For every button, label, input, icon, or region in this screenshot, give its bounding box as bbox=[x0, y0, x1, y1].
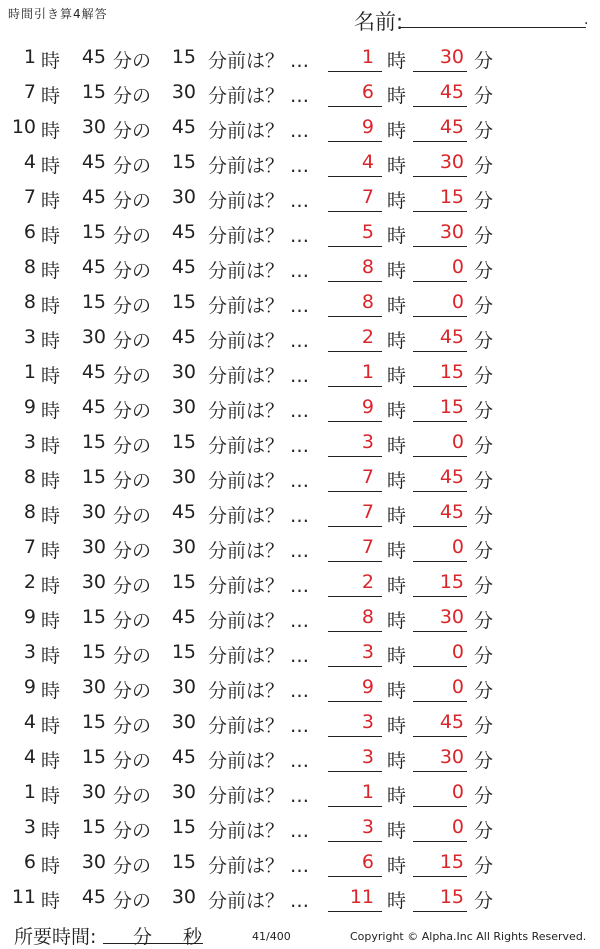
start-hour: 8 bbox=[23, 256, 36, 278]
minute-of-label: 分の bbox=[113, 225, 152, 247]
minute-of-label: 分の bbox=[113, 540, 152, 562]
time-second-label: 秒 bbox=[183, 926, 203, 948]
subtract-minute: 45 bbox=[171, 606, 196, 628]
answer-hour[interactable]: 1 bbox=[328, 361, 382, 387]
problem-row bbox=[0, 703, 600, 738]
hour-label: 時 bbox=[387, 540, 407, 562]
start-minute: 15 bbox=[81, 81, 106, 103]
answer-minute[interactable]: 30 bbox=[413, 221, 467, 247]
hour-label: 時 bbox=[41, 435, 61, 457]
answer-minute[interactable]: 0 bbox=[413, 536, 467, 562]
hour-label: 時 bbox=[387, 610, 407, 632]
start-hour: 7 bbox=[23, 186, 36, 208]
start-minute: 15 bbox=[81, 291, 106, 313]
answer-minute[interactable]: 30 bbox=[413, 746, 467, 772]
answer-minute[interactable]: 15 bbox=[413, 886, 467, 912]
problem-row bbox=[0, 668, 600, 703]
start-minute: 45 bbox=[81, 151, 106, 173]
answer-minute[interactable]: 30 bbox=[413, 46, 467, 72]
subtract-minute: 15 bbox=[171, 151, 196, 173]
subtract-minute: 30 bbox=[171, 676, 196, 698]
hour-label: 時 bbox=[41, 400, 61, 422]
problem-row bbox=[0, 528, 600, 563]
answer-minute[interactable]: 45 bbox=[413, 326, 467, 352]
before-question-label: 分前は？ … bbox=[208, 750, 310, 772]
start-minute: 30 bbox=[81, 851, 106, 873]
start-hour: 8 bbox=[23, 466, 36, 488]
minute-of-label: 分の bbox=[113, 645, 152, 667]
start-hour: 9 bbox=[23, 396, 36, 418]
answer-minute[interactable]: 0 bbox=[413, 781, 467, 807]
before-question-label: 分前は？ … bbox=[208, 225, 310, 247]
minute-of-label: 分の bbox=[113, 190, 152, 212]
before-question-label: 分前は？ … bbox=[208, 120, 310, 142]
hour-label: 時 bbox=[387, 750, 407, 772]
answer-minute[interactable]: 45 bbox=[413, 501, 467, 527]
minute-label: 分 bbox=[474, 260, 494, 282]
before-question-label: 分前は？ … bbox=[208, 645, 310, 667]
subtract-minute: 30 bbox=[171, 886, 196, 908]
subtract-minute: 30 bbox=[171, 81, 196, 103]
answer-minute[interactable]: 45 bbox=[413, 81, 467, 107]
before-question-label: 分前は？ … bbox=[208, 260, 310, 282]
hour-label: 時 bbox=[387, 330, 407, 352]
start-minute: 45 bbox=[81, 256, 106, 278]
before-question-label: 分前は？ … bbox=[208, 575, 310, 597]
minute-label: 分 bbox=[474, 890, 494, 912]
subtract-minute: 30 bbox=[171, 781, 196, 803]
name-end-mark: . bbox=[584, 12, 589, 28]
start-minute: 15 bbox=[81, 641, 106, 663]
minute-of-label: 分の bbox=[113, 435, 152, 457]
answer-minute[interactable]: 30 bbox=[413, 151, 467, 177]
minute-of-label: 分の bbox=[113, 715, 152, 737]
minute-of-label: 分の bbox=[113, 890, 152, 912]
subtract-minute: 30 bbox=[171, 466, 196, 488]
start-minute: 15 bbox=[81, 816, 106, 838]
subtract-minute: 45 bbox=[171, 256, 196, 278]
start-hour: 7 bbox=[23, 81, 36, 103]
problem-row bbox=[0, 493, 600, 528]
minute-of-label: 分の bbox=[113, 155, 152, 177]
answer-hour[interactable]: 9 bbox=[328, 116, 382, 142]
answer-hour[interactable]: 2 bbox=[328, 326, 382, 352]
answer-minute[interactable]: 0 bbox=[413, 291, 467, 317]
copyright: Copyright © Alpha.Inc All Rights Reserved. bbox=[350, 930, 587, 943]
hour-label: 時 bbox=[41, 330, 61, 352]
answer-minute[interactable]: 0 bbox=[413, 676, 467, 702]
minute-label: 分 bbox=[474, 400, 494, 422]
minute-label: 分 bbox=[474, 120, 494, 142]
start-minute: 15 bbox=[81, 466, 106, 488]
before-question-label: 分前は？ … bbox=[208, 295, 310, 317]
problem-row bbox=[0, 773, 600, 808]
start-hour: 3 bbox=[23, 816, 36, 838]
hour-label: 時 bbox=[387, 855, 407, 877]
hour-label: 時 bbox=[387, 785, 407, 807]
problem-row bbox=[0, 283, 600, 318]
name-input-line[interactable] bbox=[400, 27, 586, 28]
answer-hour[interactable]: 7 bbox=[328, 501, 382, 527]
answer-hour[interactable]: 3 bbox=[328, 641, 382, 667]
problem-row bbox=[0, 38, 600, 73]
start-minute: 15 bbox=[81, 606, 106, 628]
hour-label: 時 bbox=[387, 400, 407, 422]
subtract-minute: 30 bbox=[171, 711, 196, 733]
hour-label: 時 bbox=[41, 785, 61, 807]
answer-minute[interactable]: 0 bbox=[413, 641, 467, 667]
before-question-label: 分前は？ … bbox=[208, 155, 310, 177]
minute-of-label: 分の bbox=[113, 330, 152, 352]
answer-hour[interactable]: 9 bbox=[328, 676, 382, 702]
start-minute: 45 bbox=[81, 186, 106, 208]
page-number: 41/400 bbox=[252, 930, 291, 943]
answer-hour[interactable]: 5 bbox=[328, 221, 382, 247]
hour-label: 時 bbox=[387, 890, 407, 912]
problem-row bbox=[0, 213, 600, 248]
minute-label: 分 bbox=[474, 50, 494, 72]
start-hour: 3 bbox=[23, 641, 36, 663]
minute-label: 分 bbox=[474, 155, 494, 177]
minute-label: 分 bbox=[474, 295, 494, 317]
start-hour: 4 bbox=[23, 151, 36, 173]
answer-minute[interactable]: 45 bbox=[413, 116, 467, 142]
before-question-label: 分前は？ … bbox=[208, 50, 310, 72]
subtract-minute: 15 bbox=[171, 431, 196, 453]
hour-label: 時 bbox=[387, 85, 407, 107]
hour-label: 時 bbox=[387, 190, 407, 212]
subtract-minute: 30 bbox=[171, 396, 196, 418]
minute-of-label: 分の bbox=[113, 470, 152, 492]
start-hour: 3 bbox=[23, 431, 36, 453]
problem-list bbox=[0, 38, 600, 913]
subtract-minute: 15 bbox=[171, 851, 196, 873]
answer-hour[interactable]: 2 bbox=[328, 571, 382, 597]
answer-hour[interactable]: 7 bbox=[328, 186, 382, 212]
answer-hour[interactable]: 6 bbox=[328, 851, 382, 877]
start-minute: 15 bbox=[81, 221, 106, 243]
minute-label: 分 bbox=[474, 645, 494, 667]
hour-label: 時 bbox=[387, 820, 407, 842]
minute-of-label: 分の bbox=[113, 855, 152, 877]
minute-of-label: 分の bbox=[113, 575, 152, 597]
answer-hour[interactable]: 1 bbox=[328, 46, 382, 72]
start-hour: 3 bbox=[23, 326, 36, 348]
answer-hour[interactable]: 3 bbox=[328, 816, 382, 842]
subtract-minute: 15 bbox=[171, 291, 196, 313]
start-minute: 30 bbox=[81, 676, 106, 698]
hour-label: 時 bbox=[41, 295, 61, 317]
before-question-label: 分前は？ … bbox=[208, 435, 310, 457]
minute-of-label: 分の bbox=[113, 50, 152, 72]
problem-row bbox=[0, 738, 600, 773]
problem-row bbox=[0, 458, 600, 493]
minute-label: 分 bbox=[474, 855, 494, 877]
problem-row bbox=[0, 353, 600, 388]
hour-label: 時 bbox=[387, 470, 407, 492]
minute-label: 分 bbox=[474, 470, 494, 492]
subtract-minute: 15 bbox=[171, 816, 196, 838]
subtract-minute: 45 bbox=[171, 116, 196, 138]
hour-label: 時 bbox=[41, 365, 61, 387]
before-question-label: 分前は？ … bbox=[208, 715, 310, 737]
hour-label: 時 bbox=[41, 505, 61, 527]
subtract-minute: 30 bbox=[171, 536, 196, 558]
hour-label: 時 bbox=[387, 50, 407, 72]
hour-label: 時 bbox=[387, 365, 407, 387]
minute-label: 分 bbox=[474, 330, 494, 352]
problem-row bbox=[0, 73, 600, 108]
start-minute: 30 bbox=[81, 571, 106, 593]
minute-label: 分 bbox=[474, 225, 494, 247]
answer-minute[interactable]: 45 bbox=[413, 466, 467, 492]
minute-label: 分 bbox=[474, 575, 494, 597]
minute-of-label: 分の bbox=[113, 610, 152, 632]
worksheet-title: 時間引き算4解答 bbox=[8, 7, 108, 21]
before-question-label: 分前は？ … bbox=[208, 505, 310, 527]
minute-label: 分 bbox=[474, 365, 494, 387]
answer-hour[interactable]: 7 bbox=[328, 466, 382, 492]
before-question-label: 分前は？ … bbox=[208, 540, 310, 562]
minute-of-label: 分の bbox=[113, 295, 152, 317]
minute-of-label: 分の bbox=[113, 750, 152, 772]
hour-label: 時 bbox=[387, 715, 407, 737]
answer-hour[interactable]: 11 bbox=[328, 886, 382, 912]
answer-hour[interactable]: 1 bbox=[328, 781, 382, 807]
start-minute: 45 bbox=[81, 886, 106, 908]
subtract-minute: 15 bbox=[171, 641, 196, 663]
answer-hour[interactable]: 7 bbox=[328, 536, 382, 562]
start-hour: 1 bbox=[23, 46, 36, 68]
before-question-label: 分前は？ … bbox=[208, 85, 310, 107]
before-question-label: 分前は？ … bbox=[208, 855, 310, 877]
time-required-label: 所要時間: bbox=[14, 926, 97, 948]
start-minute: 30 bbox=[81, 536, 106, 558]
hour-label: 時 bbox=[41, 855, 61, 877]
minute-of-label: 分の bbox=[113, 400, 152, 422]
minute-of-label: 分の bbox=[113, 785, 152, 807]
time-minute-label: 分 bbox=[133, 926, 153, 948]
answer-minute[interactable]: 15 bbox=[413, 851, 467, 877]
problem-row bbox=[0, 388, 600, 423]
before-question-label: 分前は？ … bbox=[208, 190, 310, 212]
minute-label: 分 bbox=[474, 540, 494, 562]
hour-label: 時 bbox=[387, 120, 407, 142]
hour-label: 時 bbox=[387, 295, 407, 317]
minute-label: 分 bbox=[474, 820, 494, 842]
answer-minute[interactable]: 15 bbox=[413, 571, 467, 597]
start-minute: 45 bbox=[81, 361, 106, 383]
subtract-minute: 45 bbox=[171, 746, 196, 768]
problem-row bbox=[0, 563, 600, 598]
minute-of-label: 分の bbox=[113, 120, 152, 142]
answer-hour[interactable]: 3 bbox=[328, 431, 382, 457]
hour-label: 時 bbox=[41, 540, 61, 562]
hour-label: 時 bbox=[41, 50, 61, 72]
problem-row bbox=[0, 878, 600, 913]
hour-label: 時 bbox=[41, 225, 61, 247]
start-hour: 2 bbox=[23, 571, 36, 593]
minute-label: 分 bbox=[474, 85, 494, 107]
hour-label: 時 bbox=[387, 575, 407, 597]
minute-of-label: 分の bbox=[113, 260, 152, 282]
answer-hour[interactable]: 3 bbox=[328, 746, 382, 772]
hour-label: 時 bbox=[387, 225, 407, 247]
minute-label: 分 bbox=[474, 435, 494, 457]
hour-label: 時 bbox=[41, 890, 61, 912]
start-minute: 30 bbox=[81, 781, 106, 803]
answer-minute[interactable]: 0 bbox=[413, 816, 467, 842]
answer-minute[interactable]: 0 bbox=[413, 431, 467, 457]
start-minute: 15 bbox=[81, 746, 106, 768]
before-question-label: 分前は？ … bbox=[208, 890, 310, 912]
answer-minute[interactable]: 15 bbox=[413, 361, 467, 387]
hour-label: 時 bbox=[41, 470, 61, 492]
answer-minute[interactable]: 0 bbox=[413, 256, 467, 282]
minute-label: 分 bbox=[474, 785, 494, 807]
before-question-label: 分前は？ … bbox=[208, 680, 310, 702]
minute-of-label: 分の bbox=[113, 85, 152, 107]
hour-label: 時 bbox=[387, 645, 407, 667]
start-minute: 15 bbox=[81, 431, 106, 453]
start-hour: 8 bbox=[23, 291, 36, 313]
minute-label: 分 bbox=[474, 190, 494, 212]
answer-hour[interactable]: 8 bbox=[328, 606, 382, 632]
start-hour: 4 bbox=[23, 711, 36, 733]
start-hour: 9 bbox=[23, 676, 36, 698]
problem-row bbox=[0, 598, 600, 633]
minute-label: 分 bbox=[474, 680, 494, 702]
start-hour: 11 bbox=[11, 886, 36, 908]
problem-row bbox=[0, 808, 600, 843]
subtract-minute: 45 bbox=[171, 501, 196, 523]
name-label: 名前: bbox=[354, 10, 404, 34]
hour-label: 時 bbox=[41, 820, 61, 842]
hour-label: 時 bbox=[41, 120, 61, 142]
hour-label: 時 bbox=[41, 260, 61, 282]
before-question-label: 分前は？ … bbox=[208, 820, 310, 842]
answer-hour[interactable]: 4 bbox=[328, 151, 382, 177]
hour-label: 時 bbox=[41, 575, 61, 597]
problem-row bbox=[0, 633, 600, 668]
before-question-label: 分前は？ … bbox=[208, 330, 310, 352]
problem-row bbox=[0, 108, 600, 143]
start-minute: 30 bbox=[81, 501, 106, 523]
hour-label: 時 bbox=[387, 155, 407, 177]
start-hour: 6 bbox=[23, 851, 36, 873]
start-minute: 45 bbox=[81, 396, 106, 418]
answer-minute[interactable]: 15 bbox=[413, 396, 467, 422]
answer-hour[interactable]: 6 bbox=[328, 81, 382, 107]
start-hour: 7 bbox=[23, 536, 36, 558]
answer-minute[interactable]: 15 bbox=[413, 186, 467, 212]
start-hour: 10 bbox=[11, 116, 36, 138]
before-question-label: 分前は？ … bbox=[208, 400, 310, 422]
hour-label: 時 bbox=[41, 715, 61, 737]
minute-of-label: 分の bbox=[113, 505, 152, 527]
answer-hour[interactable]: 8 bbox=[328, 256, 382, 282]
answer-minute[interactable]: 45 bbox=[413, 711, 467, 737]
minute-of-label: 分の bbox=[113, 820, 152, 842]
subtract-minute: 45 bbox=[171, 221, 196, 243]
minute-label: 分 bbox=[474, 610, 494, 632]
hour-label: 時 bbox=[41, 190, 61, 212]
answer-hour[interactable]: 3 bbox=[328, 711, 382, 737]
hour-label: 時 bbox=[387, 505, 407, 527]
hour-label: 時 bbox=[41, 750, 61, 772]
start-minute: 15 bbox=[81, 711, 106, 733]
hour-label: 時 bbox=[387, 260, 407, 282]
start-minute: 30 bbox=[81, 116, 106, 138]
subtract-minute: 15 bbox=[171, 46, 196, 68]
minute-label: 分 bbox=[474, 505, 494, 527]
subtract-minute: 15 bbox=[171, 571, 196, 593]
hour-label: 時 bbox=[41, 610, 61, 632]
hour-label: 時 bbox=[387, 435, 407, 457]
minute-of-label: 分の bbox=[113, 365, 152, 387]
answer-hour[interactable]: 9 bbox=[328, 396, 382, 422]
problem-row bbox=[0, 843, 600, 878]
start-hour: 1 bbox=[23, 781, 36, 803]
start-hour: 4 bbox=[23, 746, 36, 768]
subtract-minute: 45 bbox=[171, 326, 196, 348]
start-minute: 30 bbox=[81, 326, 106, 348]
problem-row bbox=[0, 423, 600, 458]
start-hour: 6 bbox=[23, 221, 36, 243]
minute-of-label: 分の bbox=[113, 680, 152, 702]
answer-minute[interactable]: 30 bbox=[413, 606, 467, 632]
problem-row bbox=[0, 178, 600, 213]
start-minute: 45 bbox=[81, 46, 106, 68]
start-hour: 9 bbox=[23, 606, 36, 628]
before-question-label: 分前は？ … bbox=[208, 470, 310, 492]
minute-label: 分 bbox=[474, 715, 494, 737]
before-question-label: 分前は？ … bbox=[208, 785, 310, 807]
answer-hour[interactable]: 8 bbox=[328, 291, 382, 317]
hour-label: 時 bbox=[41, 680, 61, 702]
problem-row bbox=[0, 143, 600, 178]
subtract-minute: 30 bbox=[171, 186, 196, 208]
hour-label: 時 bbox=[41, 155, 61, 177]
hour-label: 時 bbox=[387, 680, 407, 702]
start-hour: 8 bbox=[23, 501, 36, 523]
problem-row bbox=[0, 318, 600, 353]
subtract-minute: 30 bbox=[171, 361, 196, 383]
hour-label: 時 bbox=[41, 645, 61, 667]
problem-row bbox=[0, 248, 600, 283]
start-hour: 1 bbox=[23, 361, 36, 383]
hour-label: 時 bbox=[41, 85, 61, 107]
before-question-label: 分前は？ … bbox=[208, 610, 310, 632]
before-question-label: 分前は？ … bbox=[208, 365, 310, 387]
minute-label: 分 bbox=[474, 750, 494, 772]
